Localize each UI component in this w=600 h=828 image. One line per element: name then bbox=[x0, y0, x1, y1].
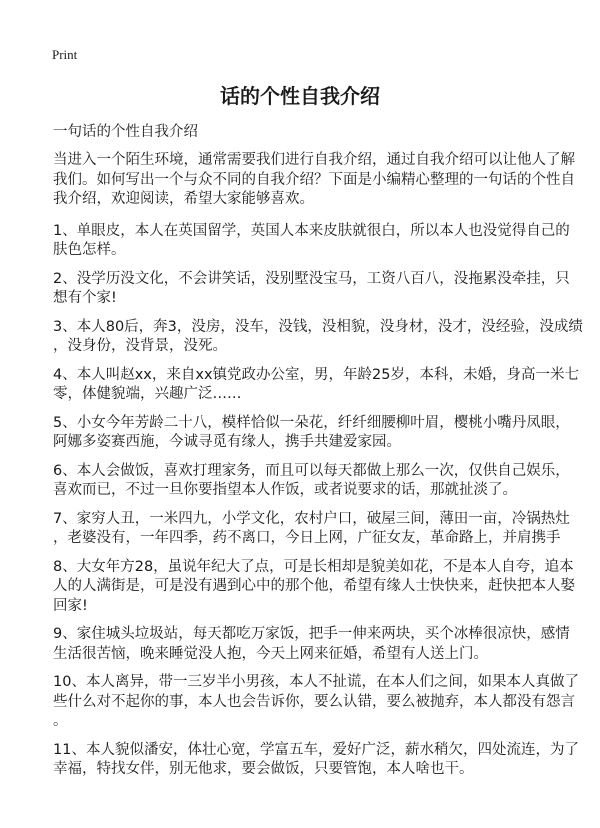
list-item bbox=[53, 462, 573, 501]
paragraph-line: 3、本人80后，奔3，没房，没车，没钱，没相貌，没身材，没才，没经验，没成绩 bbox=[53, 318, 583, 335]
list-item bbox=[53, 558, 573, 617]
paragraph-line: 回家! bbox=[53, 597, 88, 614]
paragraph-line: 些什么对不起你的事，本人也会告诉你，要么认错，要么被抛弃，本人都没有怨言 bbox=[53, 693, 575, 710]
paragraph-line: 阿娜多姿赛西施，今诚寻觅有缘人，携手共建爱家园。 bbox=[53, 434, 401, 450]
paragraph-line: 幸福，特找女伴，别无他求，要会做饭，只要管饱，本人啥也干。 bbox=[53, 761, 474, 777]
paragraph-line: 当进入一个陌生环境，通常需要我们进行自我介绍，通过自我介绍可以让他人了解 bbox=[53, 152, 575, 168]
list-item bbox=[53, 366, 579, 405]
paragraph-line: ，没身份，没背景，没死。 bbox=[53, 338, 227, 354]
paragraph-line: 喜欢而已，不过一旦你要指望本人作饭，或者说要求的话，那就扯淡了。 bbox=[53, 482, 517, 498]
paragraph-line: 。 bbox=[53, 713, 68, 729]
paragraph-line: 我们。如何写出一个与众不同的自我介绍？下面是小编精心整理的一句话的个性自 bbox=[53, 171, 575, 188]
paragraph-line: 2、没学历没文化，不会讲笑话，没别墅没宝马，工资八百八，没拖累没牵挂，只 bbox=[53, 270, 570, 287]
list-item bbox=[53, 741, 579, 780]
paragraph-line: 5、小女今年芳龄二十八，模样恰似一朵花，纤纤细腰柳叶眉，樱桃小嘴丹凤眼， bbox=[53, 414, 570, 431]
paragraph-line: 生活很苦恼，晚来睡觉没人抱，今天上网来征婚，希望有人送上门。 bbox=[53, 645, 488, 662]
paragraph-line: 零，体健貌端，兴趣广泛…… bbox=[53, 386, 242, 402]
page-title: 话的个性自我介绍 bbox=[220, 84, 380, 108]
print-label: Print bbox=[52, 47, 78, 62]
paragraph-line: 11、本人貌似潘安，体壮心宽，学富五车，爱好广泛，薪水稍欠，四处流连，为了 bbox=[53, 741, 579, 758]
paragraph-line: 7、家穷人丑，一米四九，小学文化，农村户口，破屋三间，薄田一亩，冷锅热灶 bbox=[53, 510, 570, 527]
list-item bbox=[53, 222, 573, 261]
paragraph-line: 人的人满街是，可是没有遇到心中的那个他，希望有缘人士快快来，赶快把本人娶 bbox=[53, 578, 575, 594]
list-item bbox=[53, 510, 573, 549]
list-item bbox=[53, 318, 583, 357]
list-item bbox=[53, 270, 573, 309]
article-body bbox=[53, 151, 583, 789]
list-item bbox=[53, 673, 579, 732]
paragraph-line: 4、本人叫赵xx，来自xx镇党政办公室，男，年龄25岁，本科，未婚，身高一米七 bbox=[53, 366, 579, 383]
paragraph-line: 想有个家! bbox=[53, 290, 117, 306]
paragraph-line: 1、单眼皮，本人在英国留学，英国人本来皮肤就很白，所以本人也没觉得自己的 bbox=[53, 222, 570, 239]
intro-paragraph bbox=[53, 151, 573, 210]
paragraph-line: 10、本人离异，带一三岁半小男孩，本人不扯谎，在本人们之间，如果本人真做了 bbox=[53, 674, 579, 690]
paragraph-line: ，老婆没有，一年四季，药不离口，今日上网，广征女友，革命路上，并肩携手 bbox=[53, 530, 561, 546]
paragraph-line: 肤色怎样。 bbox=[53, 242, 126, 258]
paragraph-line: 我介绍，欢迎阅读，希望大家能够喜欢。 bbox=[53, 191, 314, 207]
list-item bbox=[53, 625, 573, 664]
paragraph-line: 9、家住城头垃圾站，每天都吃万家饭，把手一伸来两块，买个冰棒很凉快，感情 bbox=[53, 626, 570, 642]
paragraph-line: 6、本人会做饭，喜欢打理家务，而且可以每天都做上那么一次，仅供自己娱乐， bbox=[53, 462, 570, 479]
list-item bbox=[53, 414, 573, 453]
paragraph-line: 8、大女年方28，虽说年纪大了点，可是长相却是貌美如花，不是本人自夸，追本 bbox=[53, 558, 574, 575]
page-subtitle: 一句话的个性自我介绍 bbox=[53, 124, 198, 140]
